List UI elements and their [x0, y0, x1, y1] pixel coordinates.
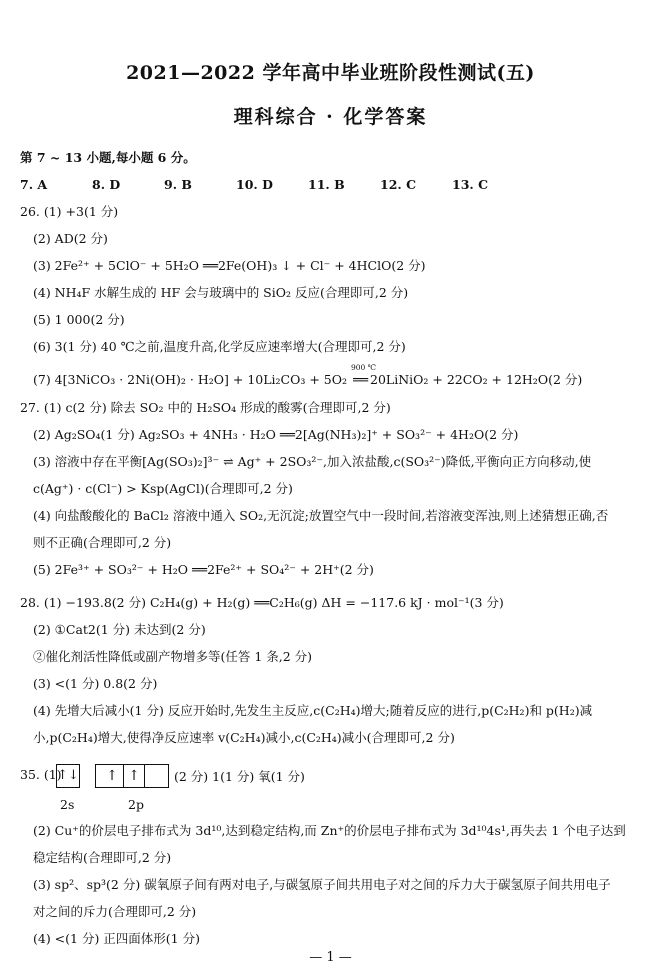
equals-sign: ══: [352, 372, 369, 387]
choice-answer: 12. C: [380, 177, 417, 192]
q26-line-7: [33, 363, 583, 388]
q28-line-5: (4) 先增大后减小(1 分) 反应开始时,先发生主反应,c(C₂H₄)增大;随着反应的进行,p(C₂H₂)和 p(H₂)减: [33, 703, 593, 718]
q28-line-6: 小,p(C₂H₄)增大,使得净反应速率 v(C₂H₄)减小,c(C₂H₄)减小(合理即可,2 分): [33, 730, 455, 745]
page-number: — 1 —: [309, 950, 352, 965]
q35-line-2: (2) Cu⁺的价层电子排布式为 3d¹⁰,达到稳定结构,而 Zn⁺的价层电子排布式为 3d¹⁰4s¹,再失去 1 个电子达到: [33, 823, 626, 838]
q27-line-7: (5) 2Fe³⁺ + SO₃²⁻ + H₂O ══2Fe²⁺ + SO₄²⁻ + 2H⁺(2 分): [33, 562, 374, 577]
orbital-box-2s: [56, 764, 80, 788]
choice-answers: [20, 177, 524, 193]
orbital-cell: [144, 765, 165, 787]
q35-line-1-rest: (2 分) 1(1 分) 氧(1 分): [174, 769, 305, 784]
choice-answer: 10. D: [236, 177, 273, 192]
choice-answer: 9. B: [164, 177, 192, 192]
q26-line-2: (2) AD(2 分): [33, 231, 108, 246]
reaction-condition: [350, 363, 377, 388]
q28-line-1: 28. (1) −193.8(2 分) C₂H₄(g) + H₂(g) ══C₂H₆(g) ΔH = −117.6 kJ · mol⁻¹(3 分): [20, 595, 504, 610]
q27-line-6: 则不正确(合理即可,2 分): [33, 535, 172, 550]
q28-line-2: (2) ①Cat2(1 分) 未达到(2 分): [33, 622, 206, 637]
choice-answer: 7. A: [20, 177, 48, 192]
q26-line-4: (4) NH₄F 水解生成的 HF 会与玻璃中的 SiO₂ 反应(合理即可,2 分): [33, 285, 409, 300]
q26-line-3: (3) 2Fe²⁺ + 5ClO⁻ + 5H₂O ══2Fe(OH)₃ ↓ + Cl⁻ + 4HClO(2 分): [33, 258, 426, 273]
choice-answer: 13. C: [452, 177, 489, 192]
q35-line-4: (3) sp²、sp³(2 分) 碳氧原子间有两对电子,与碳氢原子间共用电子对之间的斥力大于碳氢原子间共用电子: [33, 877, 611, 892]
exam-subtitle: 理科综合 · 化学答案: [233, 106, 428, 128]
q35-line-5: 对之间的斥力(合理即可,2 分): [33, 904, 197, 919]
q27-line-5: (4) 向盐酸酸化的 BaCl₂ 溶液中通入 SO₂,无沉淀;放置空气中一段时间,若溶液变浑浊,则上述猜想正确,否: [33, 508, 609, 523]
q27-line-3: (3) 溶液中存在平衡[Ag(SO₃)₂]³⁻ ⇌ Ag⁺ + 2SO₃²⁻,加入浓盐酸,c(SO₃²⁻)降低,平衡向正方向移动,使: [33, 454, 592, 469]
condition-text: 900 ℃: [350, 363, 377, 372]
q27-line-1: 27. (1) c(2 分) 除去 SO₂ 中的 H₂SO₄ 形成的酸雾(合理即可,2 分): [20, 400, 391, 415]
orbital-cell: ↑: [106, 768, 118, 784]
q26-line-7-reactants: (7) 4[3NiCO₃ · 2Ni(OH)₂ · H₂O] + 10Li₂CO₃ + 5O₂: [33, 372, 351, 387]
orbital-cell: ↑↓: [57, 768, 79, 783]
q28-line-4: (3) <(1 分) 0.8(2 分): [33, 676, 158, 691]
orbital-cell: ↑: [123, 765, 144, 787]
q35-line-6: (4) <(1 分) 正四面体形(1 分): [33, 931, 200, 946]
q35-prefix: 35. (1): [20, 767, 62, 782]
section-intro: 第 7 ~ 13 小题,每小题 6 分。: [20, 150, 196, 165]
q27-line-2: (2) Ag₂SO₄(1 分) Ag₂SO₃ + 4NH₃ · H₂O ══2[Ag(NH₃)₂]⁺ + SO₃²⁻ + 4H₂O(2 分): [33, 427, 519, 442]
q35-line-3: 稳定结构(合理即可,2 分): [33, 850, 172, 865]
q28-line-3: ②催化剂活性降低或副产物增多等(任答 1 条,2 分): [33, 649, 313, 664]
orbital-label-2s: 2s: [60, 797, 75, 812]
orbital-box-2p: [95, 764, 169, 788]
q26-line-6: (6) 3(1 分) 40 ℃之前,温度升高,化学反应速率增大(合理即可,2 分): [33, 339, 406, 354]
q26-line-1: 26. (1) +3(1 分): [20, 204, 119, 219]
orbital-label-2p: 2p: [128, 797, 144, 812]
q26-line-5: (5) 1 000(2 分): [33, 312, 125, 327]
q27-line-4: c(Ag⁺) · c(Cl⁻) > Ksp(AgCl)(合理即可,2 分): [33, 481, 293, 496]
exam-title: 2021—2022 学年高中毕业班阶段性测试(五): [126, 62, 535, 84]
choice-answer: 11. B: [308, 177, 345, 192]
q26-line-7-products: 20LiNiO₂ + 22CO₂ + 12H₂O(2 分): [370, 372, 583, 387]
choice-answer: 8. D: [92, 177, 121, 192]
